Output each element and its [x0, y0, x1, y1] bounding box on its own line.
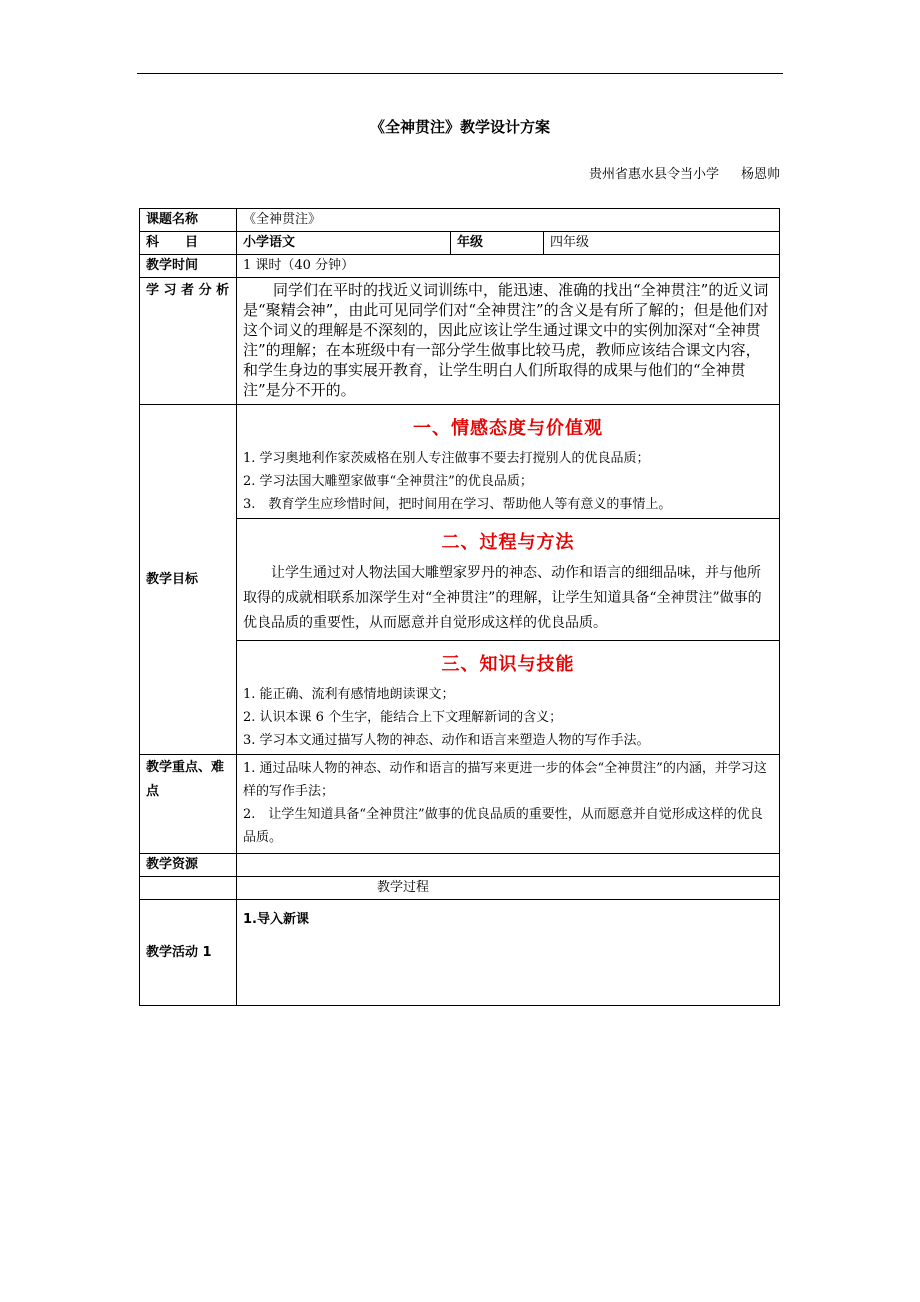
- section-3-item-1: 1. 能正确、流利有感情地朗读课文；: [243, 687, 455, 702]
- section-1-heading: 一、情感态度与价值观: [413, 418, 604, 439]
- time-label: 教学时间: [140, 255, 237, 278]
- section-2-text: 让学生通过对人物法国大雕塑家罗丹的神态、动作和语言的细细品味，并与他所取得的成就相联系加深学生对“全神贯注”的理解，让学生知道具备“全神贯注”做事的优良品质的重要性，从而愿意并自觉形成这样的优良品质。: [243, 565, 762, 631]
- goals-label: 教学目标: [140, 405, 237, 755]
- row-time: [140, 255, 780, 278]
- row-analysis: [140, 278, 780, 405]
- row-resources: [140, 854, 780, 877]
- topic-label: 课题名称: [140, 209, 237, 232]
- subject-label: 科 目: [140, 232, 237, 255]
- focus-item-2: 2. 让学生知道具备“全神贯注”做事的优良品质的重要性，从而愿意并自觉形成这样的优良品质。: [243, 807, 763, 845]
- focus-item-1: 1. 通过品味人物的神态、动作和语言的描写来更进一步的体会“全神贯注”的内涵，并学习这样的写作手法；: [243, 761, 767, 799]
- header-rule: [137, 73, 783, 74]
- focus-cell: [237, 755, 780, 854]
- section-3-item-2: 2. 认识本课 6 个生字，能结合上下文理解新词的含义；: [243, 710, 563, 725]
- subject-value: 小学语文: [237, 232, 451, 255]
- process-blank: [140, 877, 237, 900]
- goals-section-1: [237, 405, 780, 519]
- focus-label: 教学重点、难点: [140, 755, 237, 854]
- section-3-item-3: 3. 学习本文通过描写人物的神态、动作和语言来塑造人物的写作手法。: [243, 733, 650, 748]
- analysis-text: 同学们在平时的找近义词训练中，能迅速、准确的找出“全神贯注”的近义词是“聚精会神”，由此可见同学们对“全神贯注”的含义是有所了解的；但是他们对这个词义的理解是不深刻的，因此应该让学生通过课文中的实例加深对“全神贯注”的理解；在本班级中有一部分学生做事比较马虎，教师应该结合课文内容，和学生身边的事实展开教育，让学生明白人们所取得的成果与他们的“全神贯注”是分不开的。: [237, 278, 780, 405]
- author-line: [589, 163, 780, 182]
- row-focus: [140, 755, 780, 854]
- analysis-label: 学 习 者 分 析: [140, 278, 237, 405]
- topic-value: 《全神贯注》: [237, 209, 780, 232]
- grade-value: 四年级: [544, 232, 780, 255]
- activity-1-value: 1.导入新课: [237, 900, 780, 1006]
- resources-value: [237, 854, 780, 877]
- section-1-item-2: 2. 学习法国大雕塑家做事“全神贯注”的优良品质；: [243, 474, 533, 489]
- row-activity-1: [140, 900, 780, 1006]
- time-value: 1 课时（40 分钟）: [237, 255, 780, 278]
- section-2-heading: 二、过程与方法: [441, 532, 575, 553]
- goals-section-3: [237, 641, 780, 755]
- author-name: 杨恩帅: [740, 167, 780, 182]
- row-goals: [140, 405, 780, 519]
- section-3-heading: 三、知识与技能: [441, 654, 575, 675]
- process-heading: 教学过程: [237, 877, 780, 900]
- activity-1-label: 教学活动 1: [140, 900, 237, 1006]
- goals-section-2: [237, 519, 780, 641]
- section-1-item-1: 1. 学习奥地利作家茨威格在别人专注做事不要去打搅别人的优良品质；: [243, 451, 650, 466]
- page-title: 《全神贯注》教学设计方案: [369, 118, 550, 136]
- resources-label: 教学资源: [140, 854, 237, 877]
- section-1-item-3: 3. 教育学生应珍惜时间，把时间用在学习、帮助他人等有意义的事情上。: [243, 497, 672, 512]
- author-school: 贵州省惠水县令当小学: [588, 167, 719, 182]
- grade-label: 年级: [451, 232, 544, 255]
- row-process: [140, 877, 780, 900]
- row-topic: [140, 209, 780, 232]
- lesson-plan-table: [139, 208, 780, 1006]
- row-subject: [140, 232, 780, 255]
